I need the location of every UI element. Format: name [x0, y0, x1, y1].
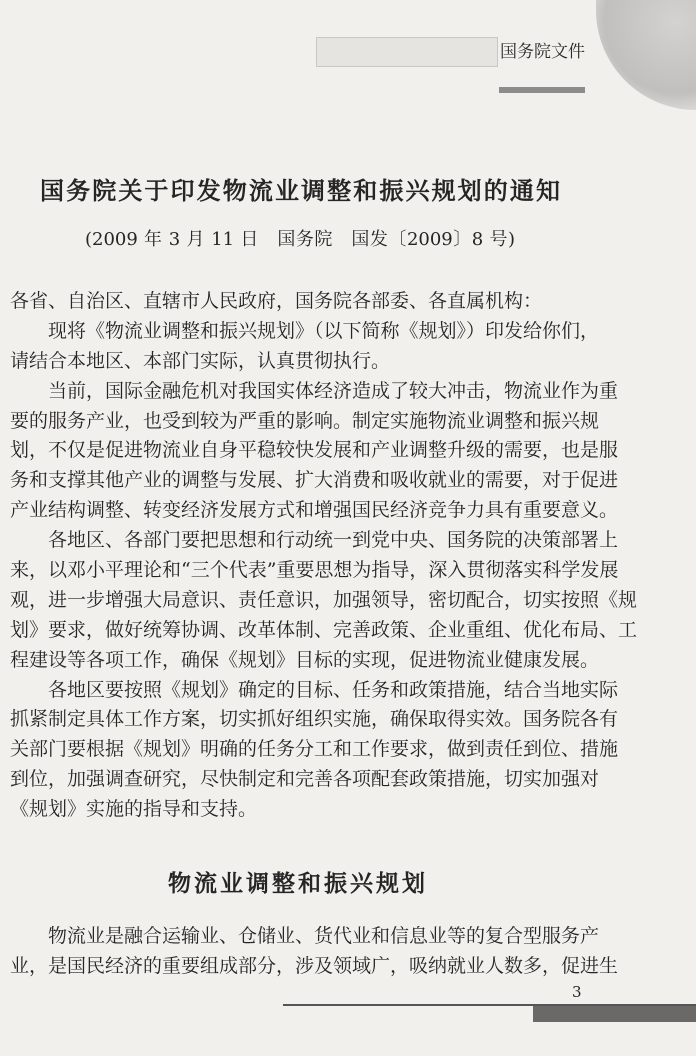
- bleed-through-box: [316, 37, 498, 67]
- section-heading: 物流业调整和振兴规划: [168, 871, 425, 897]
- text-line: 程建设等各项工作，确保《规划》目标的实现，促进物流业健康发展。: [10, 648, 600, 671]
- text-line: 要的服务产业，也受到较为严重的影响。制定实施物流业调整和振兴规: [10, 409, 600, 432]
- text-line: 到位，加强调查研究，尽快制定和完善各项配套政策措施，切实加强对: [10, 768, 600, 791]
- paragraph: [10, 287, 588, 317]
- text-line: 务和支撑其他产业的调整与发展、扩大消费和吸收就业的需要，对于促进: [10, 469, 619, 492]
- paragraph: [10, 676, 619, 825]
- page-number: 3: [572, 983, 582, 1001]
- text-line: 抓紧制定具体工作方案，切实抓好组织实施，确保取得实效。国务院各有: [10, 708, 619, 731]
- document-title: 国务院关于印发物流业调整和振兴规划的通知: [40, 177, 560, 205]
- text-line: 请结合本地区、本部门实际，认真贯彻执行。: [10, 349, 391, 372]
- text-line: 现将《物流业调整和振兴规划》（以下简称《规划》）印发给你们，: [48, 319, 600, 342]
- text-line: 物流业是融合运输业、仓储业、货代业和信息业等的复合型服务产: [48, 925, 600, 947]
- text-line: 划》要求，做好统筹协调、改革体制、完善政策、企业重组、优化布局、工: [10, 618, 638, 641]
- scan-shadow: [596, 0, 696, 110]
- text-line: 划，不仅是促进物流业自身平稳较快发展和产业调整升级的需要，也是服: [10, 439, 619, 462]
- paragraph: [10, 922, 619, 982]
- text-line: 关部门要根据《规划》明确的任务分工和工作要求，做到责任到位、措施: [10, 738, 619, 761]
- paragraph: [10, 377, 619, 526]
- text-line: 各地区、各部门要把思想和行动统一到党中央、国务院的决策部署上: [48, 529, 619, 552]
- paragraph: [10, 526, 638, 675]
- notice-body: [10, 287, 638, 825]
- running-head-bar: [499, 87, 585, 93]
- text-line: 产业结构调整、转变经济发展方式和增强国民经济竞争力具有重要意义。: [10, 499, 619, 522]
- text-line: 《规划》实施的指导和支持。: [10, 798, 258, 821]
- text-line: 观，进一步增强大局意识、责任意识，加强领导，密切配合，切实按照《规: [10, 588, 638, 611]
- text-line: 各省、自治区、直辖市人民政府，国务院各部委、各直属机构：: [10, 290, 543, 312]
- section-body: [10, 922, 619, 982]
- footer-bar: [533, 1006, 696, 1022]
- document-subtitle: (2009 年 3 月 11 日 国务院 国发〔2009〕8 号): [85, 229, 515, 250]
- text-line: 各地区要按照《规划》确定的目标、任务和政策措施，结合当地实际: [48, 678, 619, 701]
- text-line: 业，是国民经济的重要组成部分，涉及领域广，吸纳就业人数多，促进生: [10, 954, 619, 977]
- paragraph: [10, 317, 600, 377]
- text-line: 来，以邓小平理论和“三个代表”重要思想为指导，深入贯彻落实科学发展: [10, 559, 619, 582]
- text-line: 当前，国际金融危机对我国实体经济造成了较大冲击，物流业作为重: [48, 379, 619, 402]
- running-head: 国务院文件: [500, 42, 585, 62]
